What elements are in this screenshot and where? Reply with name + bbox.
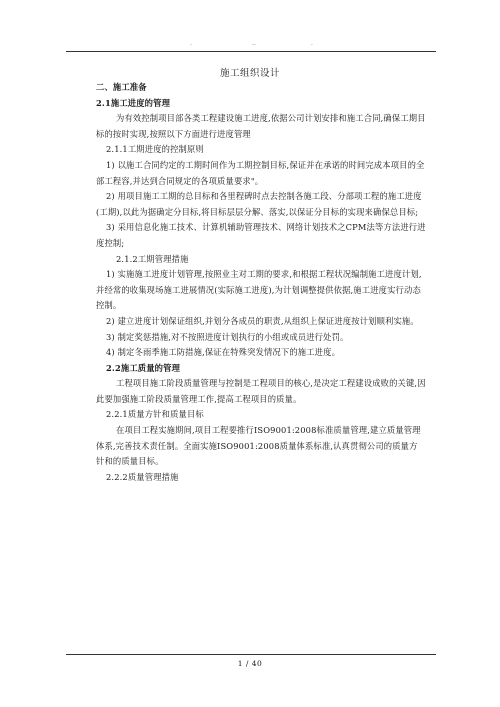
header-dot-3: . [311,40,313,47]
header-dot-1: . [190,40,192,47]
document-body [96,80,426,485]
paragraph: 2) 用项目施工工期的总目标和各里程碑时点去控制各施工段、分部项工程的施工进度(工期),以此为据确定分目标,将目标层层分解、落实,以保证分目标的实现来确保总目标; [96,191,422,217]
sub-heading: 2.2.1质量方针和质量目标 [106,409,204,420]
section-heading: 二、施工准备 [96,82,147,92]
page-number: 1 / 40 [237,659,263,668]
page-title: 施工组织设计 [219,68,280,79]
paragraph: 3) 采用信息化施工技术、计算机辅助管理技术、网络计划技术之CPM法等方法进行进度控制; [96,222,426,248]
footer-rule [66,654,436,655]
subsection-heading: 2.2施工质量的管理 [106,362,181,373]
paragraph: 1) 实施施工进度计划管理,按照业主对工期的要求,和根据工程状况编制施工进度计划,并经常的收集现场施工进展情况(实际施工进度),为计划调整提供依据,施工进度实行动态控制。 [96,269,422,311]
paragraph: 在项目工程实施期间,项目工程要推行ISO9001:2008标准质量管理,建立质量管理体系,完善技术责任制。全面实施ISO9001:2008质量体系标准,认真贯彻公司的质量方针和的质量目标。 [96,425,421,467]
paragraph: 3) 制定奖惩措施,对不按照进度计划执行的小组或成员进行处罚。 [106,331,349,342]
paragraph: 2) 建立进度计划保证组织,并划分各成员的职责,从组织上保证进度按计划顺利实施。 [106,315,419,326]
subsection-heading: 2.1施工进度的管理 [96,97,171,108]
sub-heading: 2.2.2质量管理措施 [106,471,179,482]
paragraph: 为有效控制项目部各类工程建设施工进度,依据公司计划安排和施工合同,确保工期目标的按时实现,按照以下方面进行进度管理 [96,113,426,139]
header-dots [0,40,500,50]
paragraph: 1) 以施工合同约定的工期时间作为工期控制目标,保证并在承诺的时间完成本项目的全部工程容,并达到合同规定的各项质量要求"。 [96,159,425,186]
sub-heading: 2.1.1工期进度的控制原则 [106,144,204,155]
paragraph: 4) 制定冬雨季施工防措施,保证在特殊突发情况下的施工进度。 [106,347,341,358]
header-rule [66,51,436,52]
paragraph: 工程项目施工阶段质量管理与控制是工程项目的核心,是决定工程建设成败的关键,因此要加强施工阶段质量管理工作,提高工程项目的质量。 [96,378,426,404]
header-dot-2: .. [252,40,256,47]
sub-heading: 2.1.2工期管理措施 [116,253,189,264]
